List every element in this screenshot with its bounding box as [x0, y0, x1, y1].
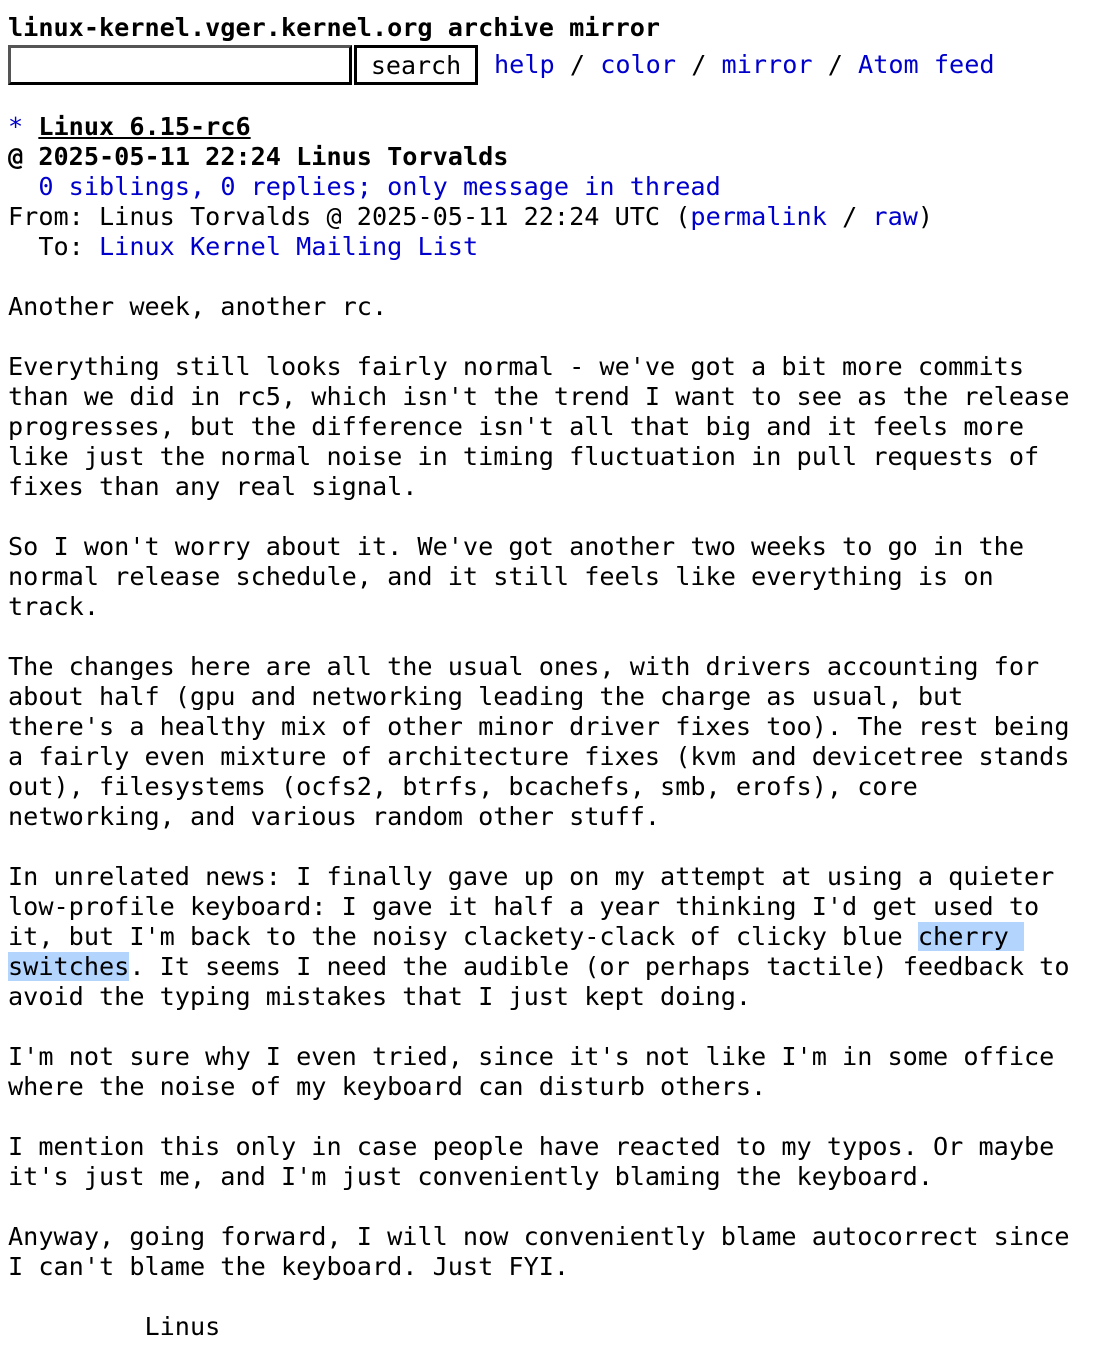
nav-separator: / — [827, 50, 843, 79]
body-line: like just the normal noise in timing fluctuation in pull requests of — [8, 442, 1040, 471]
site-title-text: linux-kernel.vger.kernel.org archive mirror — [8, 13, 661, 42]
subject-line — [8, 112, 251, 142]
from-line — [8, 202, 933, 232]
thread-bullet-link[interactable]: * — [8, 112, 24, 141]
body-line: track. — [8, 592, 99, 621]
body-line: normal release schedule, and it still feels like everything is on — [8, 562, 994, 591]
body-line: a fairly even mixture of architecture fixes (kvm and devicetree stands — [8, 742, 1070, 771]
body-line — [8, 952, 1070, 982]
from-label: From: — [8, 202, 84, 231]
permalink-link[interactable]: permalink — [690, 202, 827, 231]
body-line: it's just me, and I'm just conveniently blaming the keyboard. — [8, 1162, 934, 1191]
body-line: In unrelated news: I finally gave up on my attempt at using a quieter — [8, 862, 1055, 891]
body-line: fixes than any real signal. — [8, 472, 418, 501]
body-line: Everything still looks fairly normal - we've got a bit more commits — [8, 352, 1024, 381]
subject-link[interactable]: Linux 6.15-rc6 — [38, 112, 251, 141]
site-title — [8, 13, 660, 43]
thread-info-line — [8, 172, 721, 202]
body-line: where the noise of my keyboard can disturb others. — [8, 1072, 767, 1101]
atom-feed-link[interactable]: Atom feed — [858, 50, 995, 79]
selected-text[interactable]: switches — [8, 952, 130, 981]
mirror-link[interactable]: mirror — [721, 50, 813, 79]
body-line: low-profile keyboard: I gave it half a year thinking I'd get used to — [8, 892, 1040, 921]
to-link[interactable]: Linux Kernel Mailing List — [99, 232, 479, 261]
signature: Linus — [8, 1312, 221, 1341]
from-separator: / — [842, 202, 858, 231]
body-line: about half (gpu and networking leading the charge as usual, but — [8, 682, 964, 711]
date-author: 2025-05-11 22:24 Linus Torvalds — [38, 142, 509, 171]
header-nav — [494, 50, 995, 80]
body-line: Anyway, going forward, I will now conveniently blame autocorrect since — [8, 1222, 1070, 1251]
body-line: than we did in rc5, which isn't the trend I want to see as the release — [8, 382, 1070, 411]
from-value: Linus Torvalds @ 2025-05-11 22:24 UTC ( — [99, 202, 691, 231]
body-line: Another week, another rc. — [8, 292, 388, 321]
at-sign: @ — [8, 142, 24, 171]
body-line: So I won't worry about it. We've got another two weeks to go in the — [8, 532, 1024, 561]
selected-text[interactable]: cherry — [917, 922, 1025, 951]
body-line: I mention this only in case people have reacted to my typos. Or maybe — [8, 1132, 1055, 1161]
body-line: I can't blame the keyboard. Just FYI. — [8, 1252, 570, 1281]
body-line — [8, 922, 1024, 952]
raw-link[interactable]: raw — [872, 202, 918, 231]
body-text: . It seems I need the audible (or perhaps tactile) feedback to — [129, 952, 1070, 981]
body-line: networking, and various random other stuff. — [8, 802, 661, 831]
body-line: there's a healthy mix of other minor driver fixes too). The rest being — [8, 712, 1070, 741]
from-close: ) — [917, 202, 934, 231]
body-line: out), filesystems (ocfs2, btrfs, bcachefs, smb, erofs), core — [8, 772, 918, 801]
nav-separator: / — [691, 50, 707, 79]
body-line: The changes here are all the usual ones, with drivers accounting for — [8, 652, 1040, 681]
to-label: To: — [38, 232, 84, 261]
search-input[interactable] — [8, 45, 352, 85]
body-line: progresses, but the difference isn't all that big and it feels more — [8, 412, 1024, 441]
nav-separator: / — [569, 50, 586, 79]
to-line — [8, 232, 478, 262]
body-text: it, but I'm back to the noisy clackety-clack of clicky blue — [8, 922, 918, 951]
body-line: I'm not sure why I even tried, since it's not like I'm in some office — [8, 1042, 1055, 1071]
search-button[interactable]: search — [354, 45, 478, 85]
body-line: avoid the typing mistakes that I just kept doing. — [8, 982, 752, 1011]
date-author-line — [8, 142, 508, 172]
color-link[interactable]: color — [600, 50, 677, 79]
thread-info-link[interactable]: 0 siblings, 0 replies; only message in thread — [38, 172, 721, 201]
help-link[interactable]: help — [494, 50, 555, 79]
